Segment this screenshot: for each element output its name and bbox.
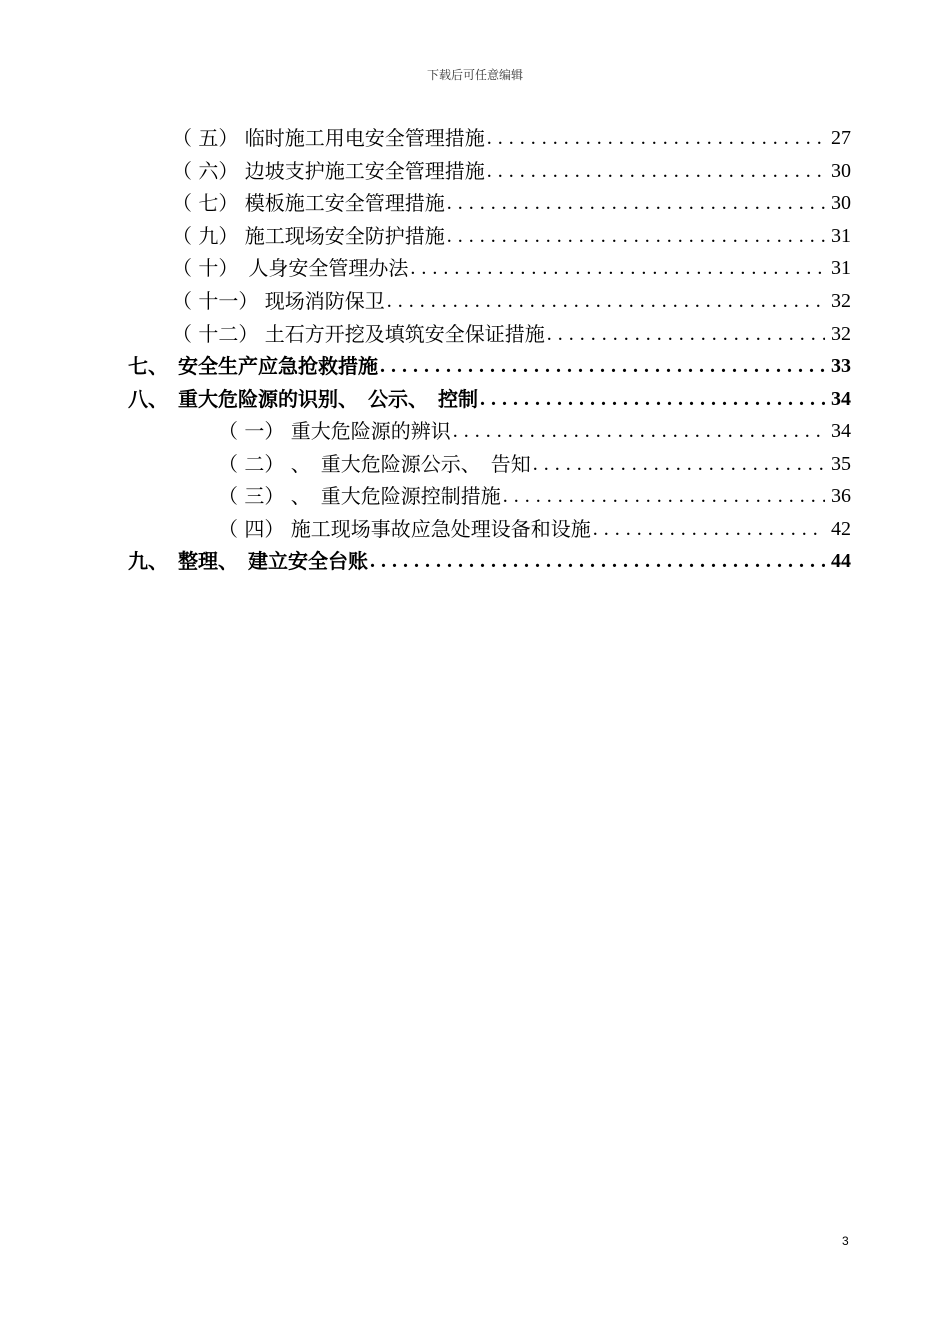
- toc-entry-page: 30: [831, 192, 851, 214]
- toc-leader-dots: [533, 450, 825, 478]
- toc-entry[interactable]: [218, 446, 851, 478]
- toc-entry[interactable]: [172, 316, 851, 348]
- toc-entry[interactable]: [218, 478, 851, 510]
- toc-entry-page: 32: [831, 323, 851, 345]
- toc-entry-page: 44: [831, 550, 851, 572]
- toc-entry[interactable]: [172, 185, 851, 217]
- toc-entry-page: 27: [831, 127, 851, 149]
- toc-leader-dots: [370, 547, 825, 575]
- toc-entry-page: 36: [831, 485, 851, 507]
- toc-entry-page: 34: [831, 420, 851, 442]
- toc-entry[interactable]: [172, 283, 851, 315]
- toc-entry[interactable]: [218, 511, 851, 543]
- toc-leader-dots: [487, 157, 825, 185]
- toc-entry-label: （ 六） 边坡支护施工安全管理措施: [172, 159, 485, 183]
- toc-leader-dots: [480, 385, 825, 413]
- toc-entry[interactable]: [172, 250, 851, 282]
- toc-entry-label: 八、 重大危险源的识别、 公示、 控制: [128, 387, 478, 411]
- toc-leader-dots: [593, 515, 825, 543]
- page-number: 3: [842, 1234, 849, 1248]
- toc-entry-page: 31: [831, 225, 851, 247]
- toc-entry[interactable]: [172, 218, 851, 250]
- toc-entry-label: （ 五） 临时施工用电安全管理措施: [172, 126, 485, 150]
- toc-leader-dots: [487, 124, 825, 152]
- toc-leader-dots: [547, 320, 825, 348]
- toc-entry[interactable]: [218, 413, 851, 445]
- toc-entry-page: 42: [831, 518, 851, 540]
- toc-entry-page: 31: [831, 257, 851, 279]
- toc-leader-dots: [387, 287, 825, 315]
- toc-entry-chapter[interactable]: [128, 543, 851, 575]
- toc-entry-label: （ 三） 、 重大危险源控制措施: [218, 484, 501, 508]
- toc-entry-label: （ 十） 人身安全管理办法: [172, 256, 409, 280]
- toc-entry-page: 35: [831, 453, 851, 475]
- toc-leader-dots: [447, 222, 825, 250]
- toc-leader-dots: [410, 254, 825, 282]
- toc-entry-page: 33: [831, 355, 851, 377]
- toc-entry-page: 30: [831, 160, 851, 182]
- toc-leader-dots: [453, 417, 825, 445]
- toc-entry-page: 34: [831, 388, 851, 410]
- toc-entry-label: （ 七） 模板施工安全管理措施: [172, 191, 445, 215]
- toc-entry-chapter[interactable]: [128, 381, 851, 413]
- toc-entry[interactable]: [172, 153, 851, 185]
- toc-entry-page: 32: [831, 290, 851, 312]
- toc-entry-label: （ 一） 重大危险源的辨识: [218, 419, 451, 443]
- toc-entry[interactable]: [172, 120, 851, 152]
- toc-entry-label: （ 四） 施工现场事故应急处理设备和设施: [218, 517, 591, 541]
- toc-leader-dots: [447, 189, 825, 217]
- toc-entry-label: 七、 安全生产应急抢救措施: [128, 354, 378, 378]
- toc-entry-label: （ 二） 、 重大危险源公示、 告知: [218, 452, 531, 476]
- toc-entry-label: 九、 整理、 建立安全台账: [128, 549, 368, 573]
- toc-entry-chapter[interactable]: [128, 348, 851, 380]
- toc-entry-label: （ 十二） 土石方开挖及填筑安全保证措施: [172, 322, 545, 346]
- toc-leader-dots: [503, 482, 825, 510]
- toc-entry-label: （ 十一） 现场消防保卫: [172, 289, 385, 313]
- header-note: 下载后可任意编辑: [426, 68, 523, 82]
- toc-entry-label: （ 九） 施工现场安全防护措施: [172, 224, 445, 248]
- toc-leader-dots: [380, 352, 825, 380]
